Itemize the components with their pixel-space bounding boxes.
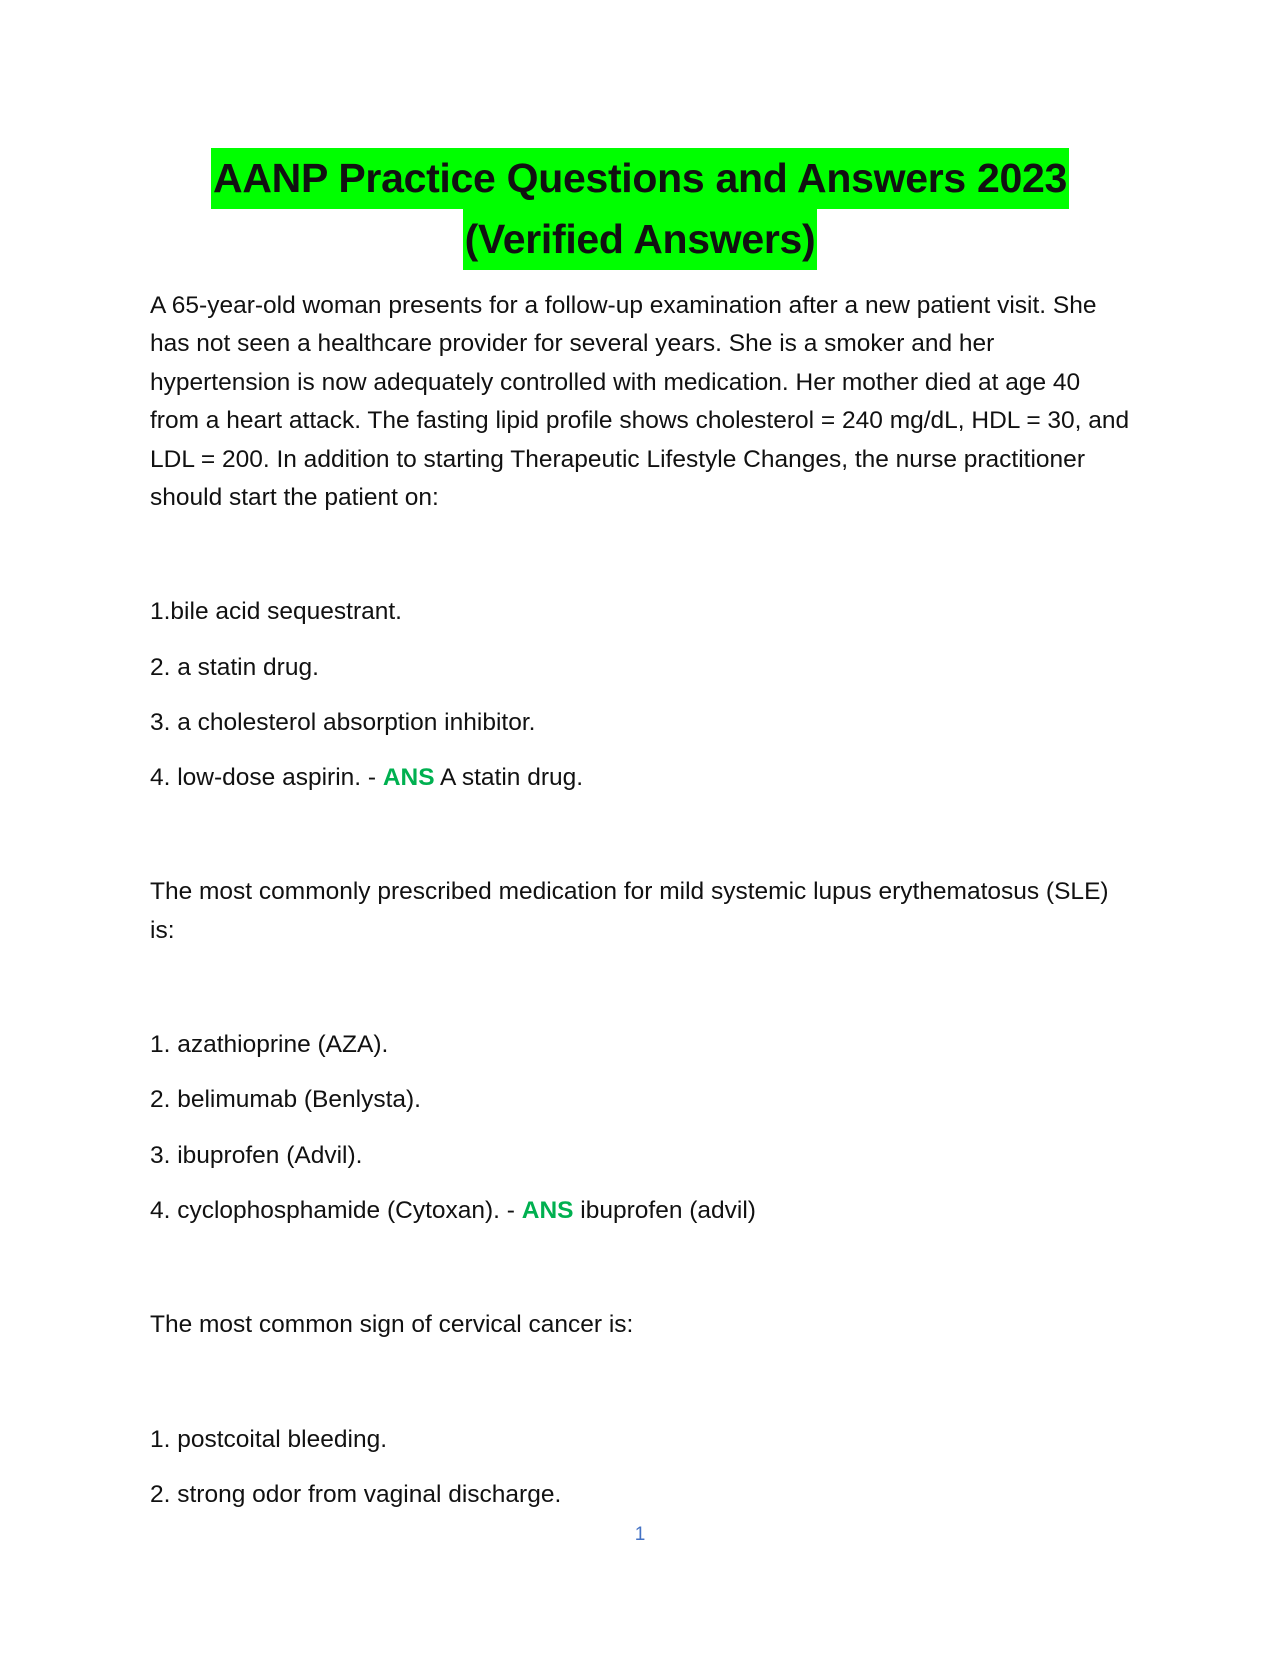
question-2-option-3: 3. ibuprofen (Advil). [150, 1141, 363, 1169]
spacer [150, 517, 1135, 593]
question-1-option-4: 4. low-dose aspirin. - [150, 764, 383, 792]
title-line-2: (Verified Answers) [463, 209, 818, 270]
spacer [150, 950, 1135, 1026]
question-1-answer: A statin drug. [434, 764, 584, 792]
question-3-option-1: 1. postcoital bleeding. [150, 1425, 387, 1453]
question-2-option-1: 1. azathioprine (AZA). [150, 1031, 389, 1059]
ans-label: ANS [382, 764, 435, 792]
title-line-1: AANP Practice Questions and Answers 2023 [211, 148, 1069, 209]
question-1-stem: A 65-year-old woman presents for a follow-up examination after a new patient visit. She has not seen a healthcare provider for several years. She is a smoker and her hypertension is now adequately controlled with medication. Her mother died at age 40 from a heart attack. The fasting lipid profile shows cholesterol = 240 mg/dL, HDL = 30, and LDL = 200. In addition to starting Therapeutic Lifestyle Changes, the nurse practitioner should start the patient on: [150, 292, 1130, 512]
spacer [150, 1345, 1135, 1421]
spacer [150, 797, 1135, 873]
ans-label: ANS [521, 1196, 574, 1224]
question-1-options [150, 593, 1135, 797]
spacer [150, 1230, 1135, 1306]
question-2-option-4: 4. cyclophosphamide (Cytoxan). - [150, 1196, 522, 1224]
document-title [150, 148, 1130, 270]
question-3-options [150, 1421, 1135, 1515]
question-1-option-1: 1.bile acid sequestrant. [150, 598, 402, 626]
document-body [150, 287, 1135, 1514]
question-2-option-2: 2. belimumab (Benlysta). [150, 1086, 421, 1114]
question-1-option-4-with-answer [150, 759, 1135, 797]
question-3-stem: The most common sign of cervical cancer is: [150, 1311, 634, 1339]
question-2-answer: ibuprofen (advil) [573, 1196, 756, 1224]
question-2-stem: The most commonly prescribed medication for mild systemic lupus erythematosus (SLE) is: [150, 878, 1109, 944]
question-2-option-4-with-answer [150, 1192, 1135, 1230]
question-1-option-3: 3. a cholesterol absorption inhibitor. [150, 708, 536, 736]
question-2-options [150, 1026, 1135, 1230]
question-1-option-2: 2. a statin drug. [150, 653, 319, 681]
page-number: 1 [634, 1524, 646, 1545]
question-3-option-2: 2. strong odor from vaginal discharge. [150, 1480, 562, 1508]
